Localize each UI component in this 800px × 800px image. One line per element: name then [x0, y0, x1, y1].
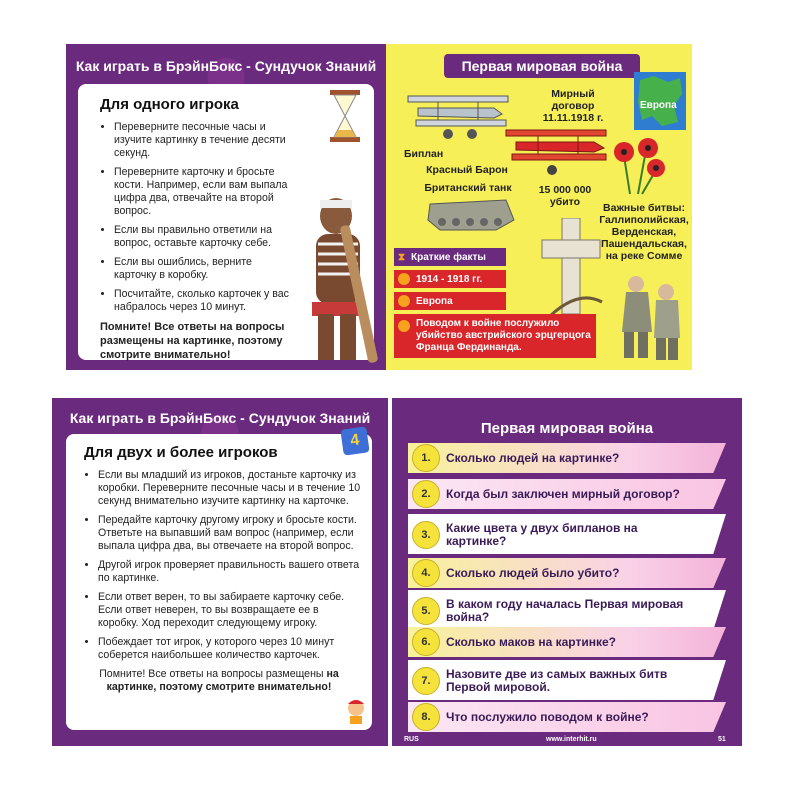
- card-rules-single: [66, 44, 386, 370]
- footer-page-number: 51: [718, 736, 726, 743]
- europe-map: [634, 72, 686, 130]
- killed-label: 15 000 000 убито: [538, 184, 592, 208]
- question-text: В каком году началась Первая мировая война?: [446, 597, 684, 624]
- card-header: Как играть в БрэйнБокс - Сундучок Знаний: [75, 58, 377, 74]
- clock-icon: [398, 273, 410, 285]
- poppies-illustration: [608, 136, 668, 196]
- hourglass-icon: ⧗: [398, 251, 406, 263]
- fact-cause: [394, 314, 596, 358]
- battles-label: Важные битвы: Галлиполийская, Верденская, Пашендальская, на реке Сомме: [599, 202, 689, 262]
- fact-region: [394, 292, 506, 310]
- fact-cause-label: Поводом к войне послужило убийство австрийского эрцгерцога Франца Фердинанда.: [416, 318, 591, 353]
- rules-note-end: на картинке, поэтому смотрите внимательно!: [106, 668, 339, 693]
- question-item[interactable]: [412, 628, 616, 656]
- question-number: 4.: [412, 559, 440, 587]
- question-item[interactable]: [412, 518, 676, 552]
- question-item[interactable]: [412, 559, 619, 587]
- alert-icon: [398, 320, 410, 332]
- rule-item: • Переверните песочные часы и изучите картинку в течение десяти секунд.: [114, 121, 290, 160]
- rule-item: • Переверните карточку и бросьте кости. Например, если вам выпала цифра два, отвечайте на второй вопрос.: [114, 166, 290, 218]
- question-text: Сколько людей на картинке?: [446, 450, 620, 465]
- rule-item: • Другой игрок проверяет правильность вашего ответа по картинке.: [98, 559, 362, 585]
- question-number: 1.: [412, 444, 440, 472]
- fact-region-label: Европа: [416, 295, 453, 307]
- question-item[interactable]: [412, 664, 676, 698]
- red-biplane-illustration: [498, 124, 618, 180]
- question-text: Когда был заключен мирный договор?: [446, 486, 680, 501]
- rules-note: Помните! Все ответы на вопросы размещены на картинке, поэтому смотрите внимательно!: [100, 321, 285, 361]
- red-baron-label: Красный Барон: [426, 164, 508, 176]
- rules-box: [66, 434, 372, 730]
- rule-item: • Если ответ верен, то вы забираете карточку себе. Если ответ неверен, то вы возвращаете ее в коробку. Ход переходит следующему игроку.: [98, 591, 362, 630]
- question-item[interactable]: [412, 444, 619, 472]
- question-text: Что послужило поводом к войне?: [446, 709, 649, 724]
- globe-icon: [398, 295, 410, 307]
- question-number: 8.: [412, 703, 440, 731]
- question-number: 5.: [412, 597, 440, 625]
- dice-badge-number: 4: [349, 431, 361, 450]
- question-item[interactable]: [412, 480, 680, 508]
- didgeridoo-player-illustration: [296, 194, 386, 364]
- rules-box: [78, 84, 374, 360]
- rules-note-start: Помните! Все ответы на вопросы размещены: [99, 668, 324, 680]
- card-picture-ww1: [386, 44, 692, 370]
- treaty-label: Мирный договор 11.11.1918 г.: [542, 88, 604, 124]
- card-rules-multi: [52, 398, 388, 746]
- question-item[interactable]: [412, 594, 706, 628]
- dice-badge: [340, 426, 369, 455]
- hourglass-icon: [328, 90, 362, 142]
- footer-site[interactable]: www.interhit.ru: [546, 736, 597, 743]
- rule-item: • Если вы правильно ответили на вопрос, оставьте карточку себе.: [114, 224, 290, 250]
- questions-title: Первая мировая война: [480, 420, 654, 437]
- rules-list: [100, 121, 290, 314]
- fact-years: [394, 270, 506, 288]
- soldiers-illustration: [614, 272, 686, 362]
- question-text: Сколько людей было убито?: [446, 565, 620, 580]
- rule-item: • Если вы ошиблись, верните карточку в коробку.: [114, 256, 290, 282]
- rules-list: [84, 469, 362, 662]
- question-number: 3.: [412, 521, 440, 549]
- question-text: Какие цвета у двух бипланов на картинке?: [446, 521, 638, 548]
- biplane-label: Биплан: [404, 148, 444, 160]
- facts-header-label: Краткие факты: [411, 251, 486, 263]
- question-number: 6.: [412, 628, 440, 656]
- footer-lang: RUS: [404, 736, 419, 743]
- rules-heading: Для одного игрока: [100, 96, 239, 113]
- question-item[interactable]: [412, 703, 649, 731]
- rule-item: • Посчитайте, сколько карточек у вас набралось через 10 минут.: [114, 288, 290, 314]
- card-header: Как играть в БрэйнБокс - Сундучок Знаний: [69, 410, 371, 426]
- memorial-cross-illustration: [536, 218, 606, 328]
- rules-heading: Для двух и более игроков: [84, 444, 278, 461]
- rule-item: • Передайте карточку другому игроку и бросьте кости. Ответьте на выпавший вам вопрос (например, если выпала цифра два, вы отвечаете на второй вопрос.: [98, 514, 362, 553]
- question-number: 7.: [412, 667, 440, 695]
- mascot-icon: [344, 698, 368, 724]
- tank-label: Британский танк: [424, 182, 512, 194]
- topic-title: Первая мировая война: [444, 54, 640, 78]
- fact-years-label: 1914 - 1918 гг.: [416, 273, 483, 285]
- question-number: 2.: [412, 480, 440, 508]
- question-text: Назовите две из самых важных битв Первой мировой.: [446, 667, 668, 694]
- map-label: Европа: [640, 100, 677, 111]
- rule-item: • Если вы младший из игроков, достаньте карточку из коробки. Переверните песочные часы и в течение 10 секунд внимательно изучите картинку на карточке.: [98, 469, 362, 508]
- tank-illustration: [426, 196, 516, 232]
- rule-item: • Побеждает тот игрок, у которого через 10 минут соберется наибольшее количество карточек.: [98, 636, 362, 662]
- question-text: Сколько маков на картинке?: [446, 634, 616, 649]
- facts-header: [394, 248, 506, 266]
